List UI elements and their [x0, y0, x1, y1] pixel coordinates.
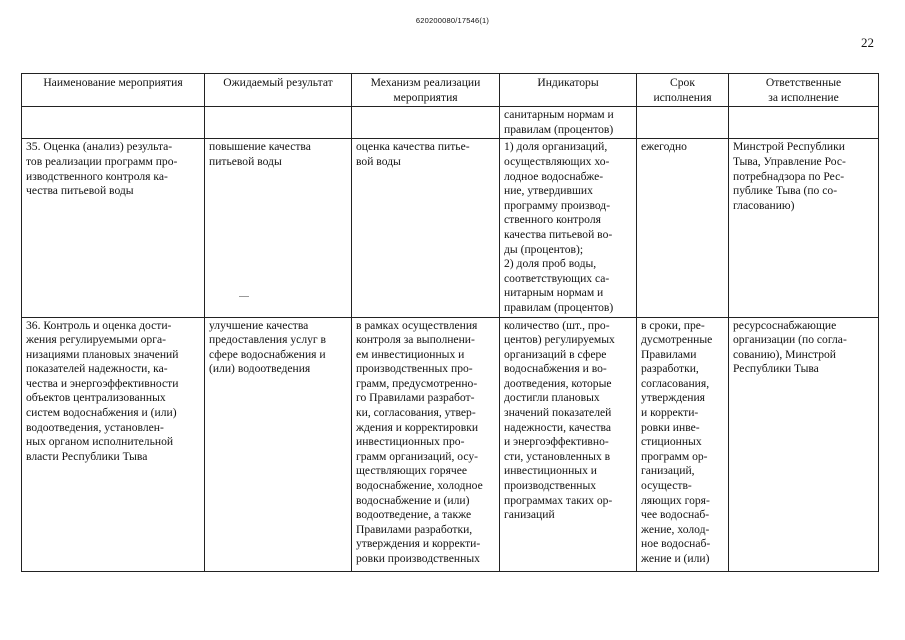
header-expected-result: Ожидаемый результат [205, 74, 352, 107]
cell-deadline [637, 107, 729, 139]
table-row [22, 317, 879, 571]
cell-deadline: ежегодно [637, 139, 729, 317]
cell-responsible: ресурсоснабжающие организации (по согла- сованию), Минстрой Республики Тыва [729, 317, 879, 571]
continuation-row [22, 107, 879, 139]
table-header-row [22, 74, 879, 107]
cell-indicators: санитарным нормам и правилам (процентов) [500, 107, 637, 139]
cell-indicators: количество (шт., про- центов) регулируемых организаций в сфере водоснабжения и во- доотведения, которые достигли плановых значений показателей надежности, качества и энергоэффективно- сти, установленных в инвестиционных и производственных программах таких ор- ганизаций [500, 317, 637, 571]
cell-result [205, 107, 352, 139]
header-deadline: Срок исполнения [637, 74, 729, 107]
cell-name [22, 107, 205, 139]
cell-deadline: в сроки, пре- дусмотренные Правилами разработки, согласования, утверждения и корректи- ровки инве- стиционных программ ор- ганизаций, осуществ- ляющих горя- чее водоснаб- жение, холод- ное водоснаб- жение и (или) [637, 317, 729, 571]
header-indicators: Индикаторы [500, 74, 637, 107]
cell-name: 35. Оценка (анализ) результа- тов реализации программ про- изводственного контроля ка- чества питьевой воды [22, 139, 205, 317]
document-code: 620200080/17546(1) [415, 16, 490, 25]
cell-mechanism [352, 107, 500, 139]
header-mechanism: Механизм реализации мероприятия [352, 74, 500, 107]
cell-mechanism: в рамках осуществления контроля за выполнени- ем инвестиционных и производственных про- грамм, предусмотренно- го Правилами разработ- ки, согласования, утвер- ждения и корректировки инвестиционных про- грамм организаций, осу- ществляющих горячее водоснабжение, холодное водоснабжение и (или) водоотведение, а также Правилами разработки, утверждения и корректи- ровки производственных [352, 317, 500, 571]
table-row [22, 139, 879, 317]
page-number: 22 [861, 35, 874, 50]
cell-indicators: 1) доля организаций, осуществляющих хо- лодное водоснабже- ние, утвердивших программу производ- ственного контроля качества питьевой во- ды (процентов); 2) доля проб воды, соответствующих са- нитарным нормам и правилам (процентов) [500, 139, 637, 317]
header-responsible: Ответственные за исполнение [729, 74, 879, 107]
cell-result: повышение качества питьевой воды [205, 139, 352, 317]
scan-mark [239, 296, 249, 297]
cell-name: 36. Контроль и оценка дости- жения регулируемыми орга- низациями плановых значений показателей надежности, ка- чества и энергоэффективности объектов централизованных систем водоснабжения и (или) водоотведения, установлен- ных органом исполнительной власти Республики Тыва [22, 317, 205, 571]
cell-result: улучшение качества предоставления услуг в сфере водоснабжения и (или) водоотведения [205, 317, 352, 571]
header-measure-name: Наименование мероприятия [22, 74, 205, 107]
cell-mechanism: оценка качества питье- вой воды [352, 139, 500, 317]
cell-responsible [729, 107, 879, 139]
cell-responsible: Минстрой Республики Тыва, Управление Рос- потребнадзора по Рес- публике Тыва (по со- гласованию) [729, 139, 879, 317]
measures-table [21, 73, 879, 572]
